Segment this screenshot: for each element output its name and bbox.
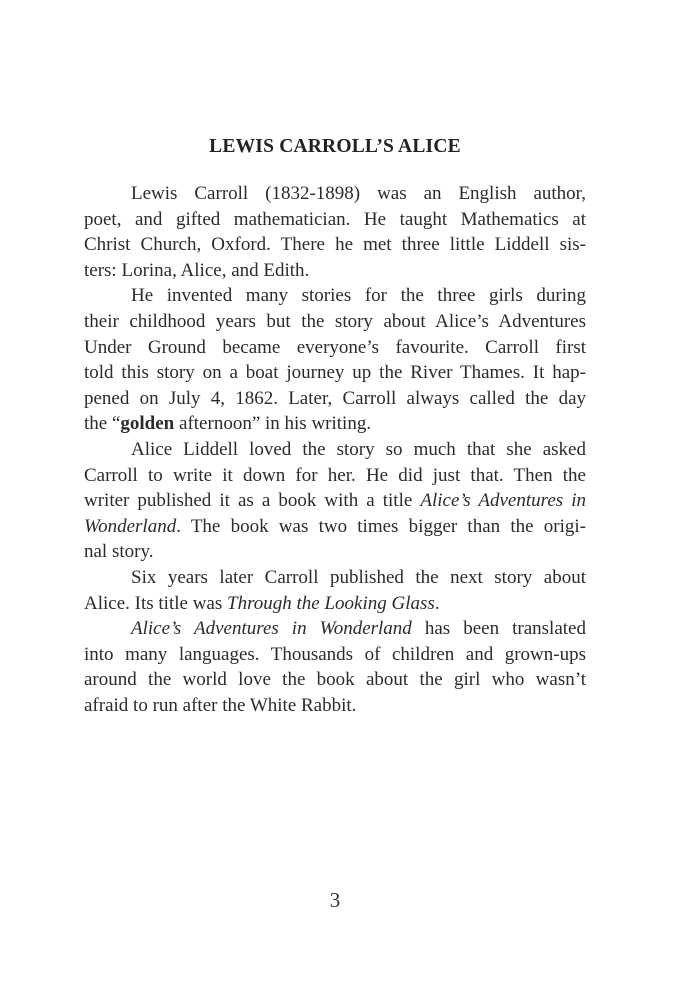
text-segment: . The book was two times bigger than the origi- [176,515,586,537]
chapter-title: LEWIS CARROLL’S ALICE [209,136,461,157]
text-line [84,386,586,412]
text-segment: nal story. [84,541,154,563]
text-segment: writer published it as a book with a title [84,490,421,512]
text-segment: around the world love the book about the girl who wasn’t [84,669,586,691]
text-line [84,591,586,617]
text-segment: Carroll to write it down for her. He did just that. Then the [84,464,586,486]
text-segment: Alice. Its title was [84,592,227,614]
text-line [84,514,586,540]
italic-text: Alice’s Adventures in Wonderland [131,618,412,640]
text-line [84,181,586,207]
book-page [84,0,586,1000]
text-line [84,488,586,514]
text-segment: into many languages. Thousands of children and grown-ups [84,643,586,665]
text-segment: He invented many stories for the three girls during [131,285,586,307]
italic-text: Wonderland [84,515,177,537]
text-line [84,693,586,719]
text-segment: the “ [84,413,121,435]
text-segment: told this story on a boat journey up the River Thames. It hap- [84,362,586,384]
text-line [84,539,586,565]
text-line [84,642,586,668]
text-segment: pened on July 4, 1862. Later, Carroll always called the day [84,387,586,409]
italic-text: Alice’s Adventures in [420,490,586,512]
text-segment: afraid to run after the White Rabbit. [84,694,357,716]
text-line [84,411,586,437]
text-line [84,463,586,489]
text-segment: their childhood years but the story about Alice’s Adventures [84,310,586,332]
text-line [84,207,586,233]
body-text [84,181,586,718]
text-segment: Christ Church, Oxford. There he met three little Liddell sis- [84,234,586,256]
text-segment: Six years later Carroll published the next story about [131,566,586,588]
text-segment: has been translated [411,618,586,640]
text-line [84,565,586,591]
page-number: 3 [329,888,341,912]
text-segment: ters: Lorina, Alice, and Edith. [84,259,310,281]
text-line [84,360,586,386]
text-line [84,283,586,309]
text-line [84,309,586,335]
text-segment: Under Ground became everyone’s favourite. Carroll first [84,336,586,358]
italic-text: Through the Looking Glass [227,592,435,614]
text-segment: . [434,592,440,614]
bold-text: golden [120,413,175,435]
text-line [84,437,586,463]
text-line [84,232,586,258]
text-line [84,616,586,642]
text-line [84,667,586,693]
text-segment: Lewis Carroll (1832-1898) was an English author, [131,183,586,204]
text-segment: Alice Liddell loved the story so much that she asked [131,438,586,460]
text-line [84,335,586,361]
text-segment: afternoon” in his writing. [174,413,372,435]
text-segment: poet, and gifted mathematician. He taught Mathematics at [84,208,586,230]
text-line [84,258,586,284]
